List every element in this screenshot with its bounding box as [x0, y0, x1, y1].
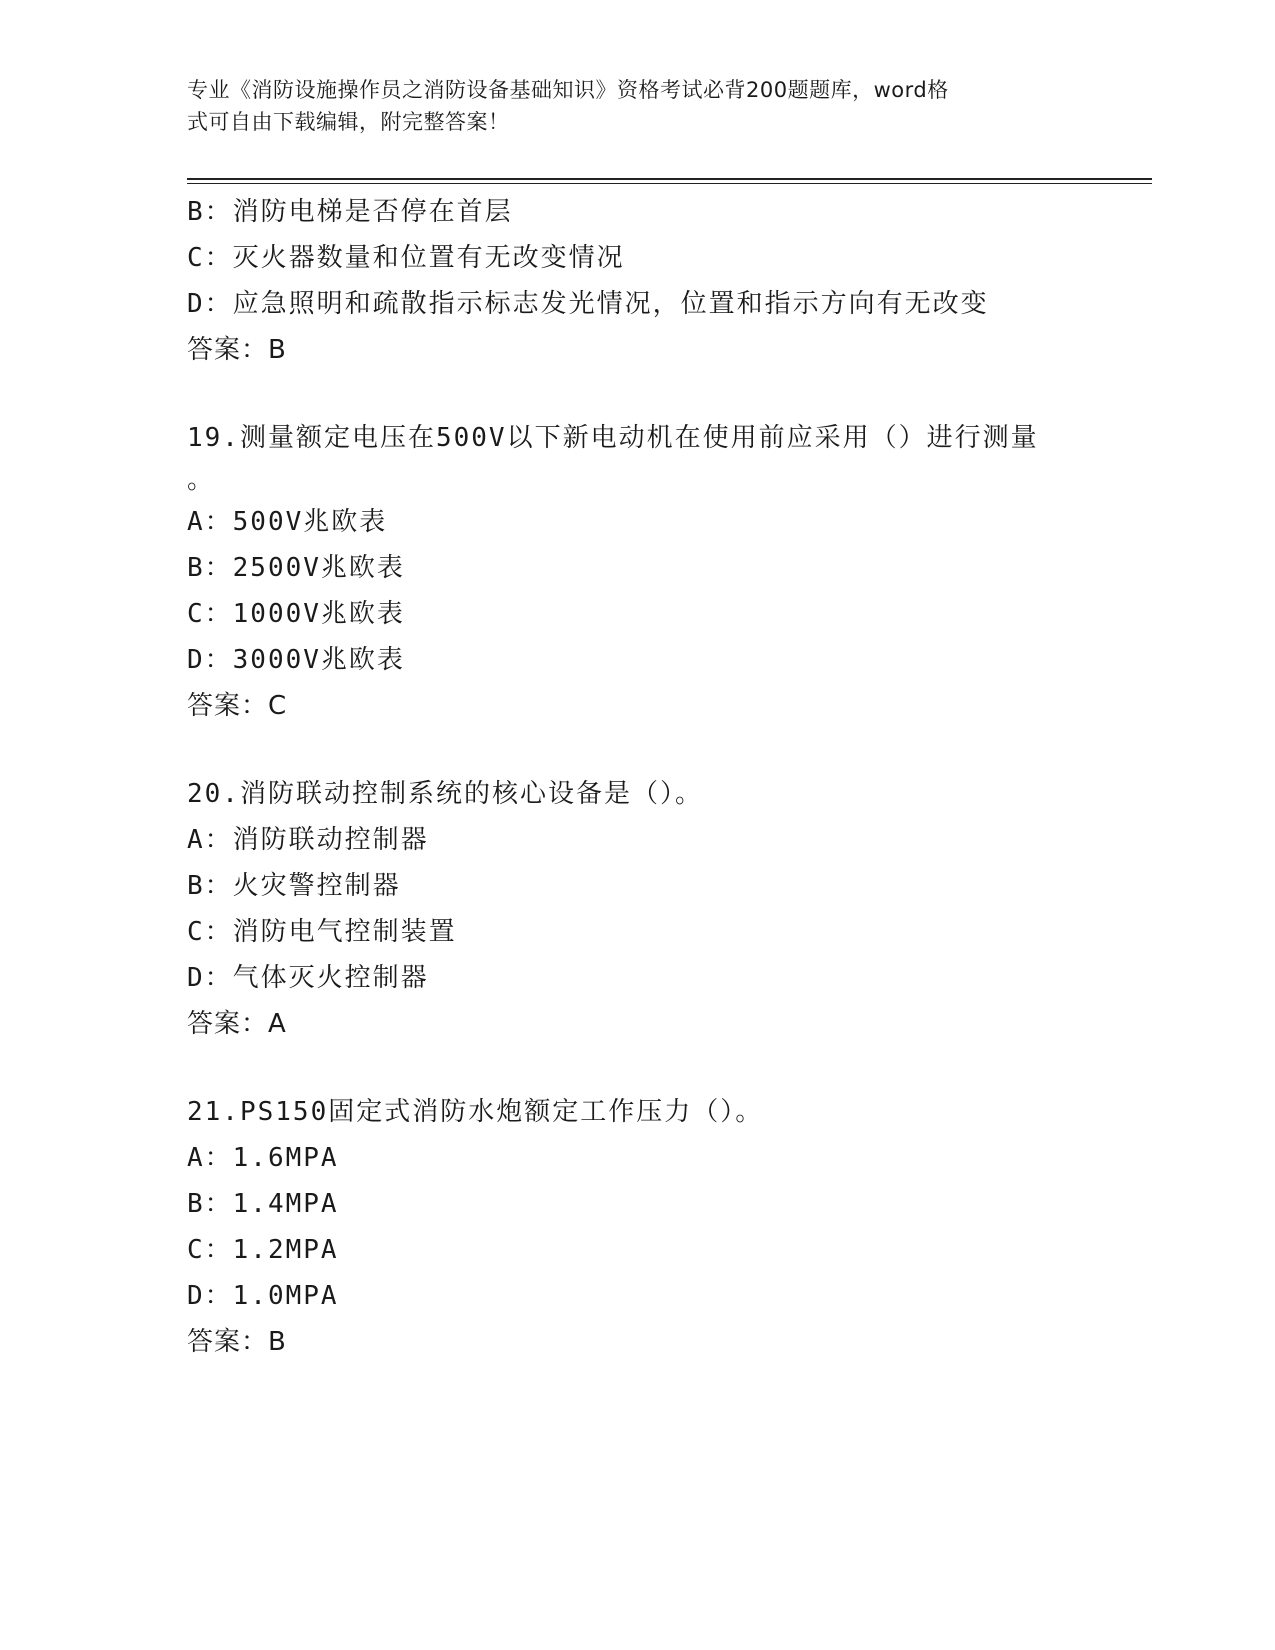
question-18-tail	[187, 189, 1087, 373]
question-20	[187, 771, 1087, 1047]
question-stem: 19.测量额定电压在500V以下新电动机在使用前应采用（）进行测量	[187, 423, 1039, 453]
document-header	[187, 74, 1067, 138]
answer: 答案：C	[187, 691, 288, 721]
option-c: C：1.2MPA	[187, 1235, 339, 1265]
question-list	[187, 189, 1087, 1365]
option-b: B：火灾警控制器	[187, 871, 401, 901]
option-d: D：应急照明和疏散指示标志发光情况，位置和指示方向有无改变	[187, 289, 989, 319]
option-a: A：1.6MPA	[187, 1143, 339, 1173]
option-b: B：消防电梯是否停在首层	[187, 197, 513, 227]
header-line-2: 式可自由下载编辑，附完整答案！	[187, 110, 510, 134]
option-b: B：1.4MPA	[187, 1189, 339, 1219]
option-d: D：1.0MPA	[187, 1281, 339, 1311]
answer: 答案：B	[187, 335, 287, 365]
header-rule-thin	[187, 183, 1152, 184]
option-c: C：消防电气控制装置	[187, 917, 457, 947]
answer: 答案：B	[187, 1327, 287, 1357]
option-c: C：灭火器数量和位置有无改变情况	[187, 243, 625, 273]
question-19	[187, 415, 1087, 729]
header-line-1: 专业《消防设施操作员之消防设备基础知识》资格考试必背200题题库，word格	[187, 78, 949, 102]
option-a: A：消防联动控制器	[187, 825, 429, 855]
answer: 答案：A	[187, 1009, 287, 1039]
question-stem: 20.消防联动控制系统的核心设备是（）。	[187, 779, 703, 809]
option-b: B：2500V兆欧表	[187, 553, 405, 583]
question-stem-continuation: 。	[187, 465, 216, 495]
option-c: C：1000V兆欧表	[187, 599, 405, 629]
question-stem: 21.PS150固定式消防水炮额定工作压力（）。	[187, 1097, 764, 1127]
header-rule-thick	[187, 178, 1152, 180]
option-a: A：500V兆欧表	[187, 507, 388, 537]
question-21	[187, 1089, 1087, 1365]
option-d: D：气体灭火控制器	[187, 963, 429, 993]
option-d: D：3000V兆欧表	[187, 645, 405, 675]
